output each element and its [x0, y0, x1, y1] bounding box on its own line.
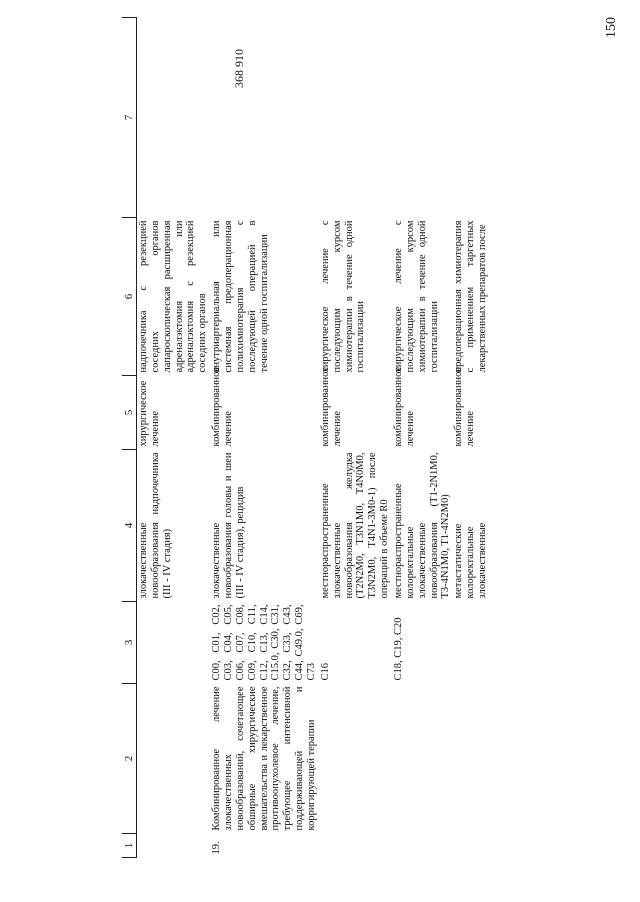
diagnosis-cell: метастатические колоректальные злокачественные: [453, 522, 489, 599]
treatment-method-cell: предоперационная химиотерапия с применением таргетных лекарственных препаратов после: [453, 220, 489, 373]
icd-codes-cell: C18, C19, C20: [393, 617, 405, 681]
diagnosis-cell: злокачественные новообразования надпочечника (III - IV стадия): [138, 452, 173, 599]
table-row: [392, 18, 453, 858]
header-col-3: 3: [122, 602, 137, 684]
rotated-table-area: [122, 18, 590, 858]
header-col-6: 6: [122, 218, 137, 376]
column-number-header: [122, 18, 137, 858]
treatment-type-cell: комбинированное лечение: [453, 366, 477, 447]
diagnosis-cell: местнораспространенные колоректальные злокачественные новообразования (T1-2N1M0, T3-4N1M0, T1-4N2M0): [393, 452, 452, 599]
icd-codes-cell: C16: [319, 662, 331, 681]
header-col-7: 7: [122, 18, 137, 218]
table-row: [137, 18, 211, 858]
header-col-4: 4: [122, 450, 137, 602]
diagnosis-cell: злокачественные новообразования головы и шеи (III - IV стадия), рецидив: [211, 452, 246, 599]
treatment-method-cell: хирургическое лечение с последующим курсом химиотерапии в течение одной госпитализации: [393, 220, 440, 373]
row-number-cell: 19.: [211, 841, 223, 855]
medical-care-table: [122, 17, 490, 858]
document-number: 368 910: [232, 49, 246, 88]
treatment-method-cell: хирургическое лечение с последующим курсом химиотерапии в течение одной госпитализации: [319, 220, 367, 373]
table-row: [210, 18, 319, 858]
treatment-type-cell: комбинированное лечение: [393, 366, 416, 447]
treatment-method-cell: внутриартериальная или системная предоперационная полихимиотерапия с последующей операцией в течение одной госпитализации: [211, 220, 270, 373]
header-col-2: 2: [122, 684, 137, 834]
care-type-cell: Комбинированное лечение злокачественных новообразований, сочетающее обширные хирургические вмешательства и лекарственное противоопухолевое лечение, требующее интенсивной поддерживающей и корригирующей терапии: [211, 686, 318, 831]
treatment-type-cell: хирургическое лечение: [138, 380, 161, 447]
treatment-method-cell: надпочечника с резекцией соседних органов лапароскопическая расширенная адреналэктомия или адреналэктомия с резекцией соседних органов: [138, 220, 209, 373]
page-number: 150: [604, 17, 619, 38]
header-col-5: 5: [122, 376, 137, 450]
table-row: [453, 18, 490, 858]
header-col-1: 1: [122, 834, 137, 858]
diagnosis-cell: местнораспространенные злокачественные новообразования желудка (T2N2M0, T3N1M0, T4N0M0, T3N2M0, T4N1-3M0-1) после операций в объеме R0: [319, 452, 391, 599]
icd-codes-cell: C00, C01, C02, C03, C04, C05, C06, C07, C08, C09, C10, C11, C12, C13, C14, C15.0, C30, C31, C32, C33, C43, C44, C49.0, C69, C73: [211, 604, 318, 681]
treatment-type-cell: комбинированное лечение: [211, 366, 235, 447]
treatment-type-cell: комбинированное лечение: [319, 366, 343, 447]
